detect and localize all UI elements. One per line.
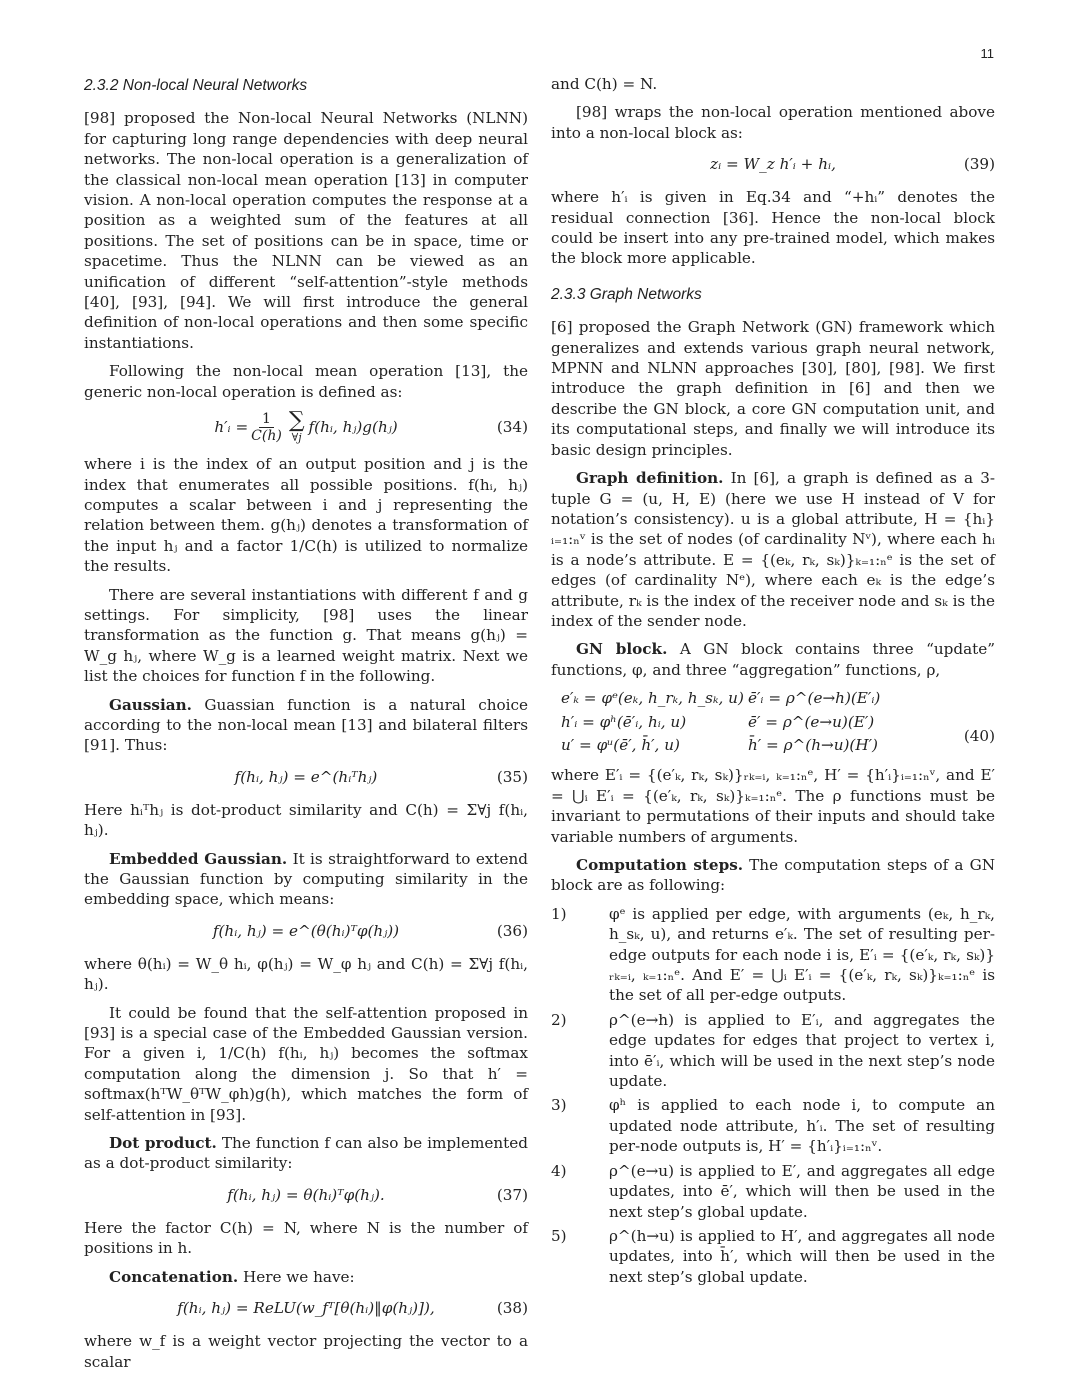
equation-number: (37) [496, 1185, 528, 1204]
equation-number: (38) [496, 1298, 528, 1317]
paragraph-computation-steps [551, 855, 995, 896]
fraction [251, 411, 282, 444]
equation-line: ē′ᵢ = ρ^(e→h)(E′ᵢ) [748, 689, 881, 708]
equation-body: f(hᵢ, hⱼ) = ReLU(w_fᵀ[θ(hᵢ)‖φ(hⱼ)]), [177, 1298, 435, 1317]
paragraph: where i is the index of an output position and j is the index that enumerates all possible positions. f(hᵢ, hⱼ) computes a scalar between i and j representing the relation between them. g(hⱼ) denotes a transformation of the input hⱼ and a factor 1/C(h) is utilized to normalize the results. [84, 455, 528, 576]
paragraph-text: A GN block contains three “update” functions, φ, and three “aggregation” functions, ρ, [551, 640, 995, 679]
fraction-numerator: 1 [259, 411, 274, 428]
list-item-text: ρ^(h→u) is applied to H′, and aggregates all node updates, into h̄′, which will then be used in the next step’s global update. [609, 1226, 995, 1286]
paragraph-title: Computation steps. [576, 856, 744, 874]
equation-line: h̄′ = ρ^(h→u)(H′) [748, 735, 878, 754]
equation-line: h′ᵢ = φʰ(ē′ᵢ, hᵢ, u) [561, 712, 687, 731]
paragraph: Here the factor C(h) = N, where N is the number of positions in h. [84, 1218, 528, 1258]
paragraph: Here hᵢᵀhⱼ is dot-product similarity and C(h) = Σ∀j f(hᵢ, hⱼ). [84, 800, 528, 840]
list-item-number: 3) [551, 1096, 567, 1115]
paragraph: and C(h) = N. [551, 75, 658, 93]
paragraph-title: Concatenation. [109, 1267, 239, 1286]
section-heading-2-3-3: 2.3.3 Graph Networks [551, 285, 702, 303]
equation-number: (39) [963, 155, 995, 174]
paragraph-gaussian [84, 695, 528, 756]
paragraph: It could be found that the self-attention proposed in [93] is a special case of the Embedded Gaussian version. For a given i, 1/C(h) f(hᵢ, hⱼ) becomes the softmax computation along the dimension j. So that h′ = softmax(hᵀW_θᵀW_φh)g(h), which matches the form of self-attention in [93]. [84, 1003, 528, 1124]
list-item-number: 4) [551, 1161, 567, 1180]
paragraph-graph-definition [551, 468, 995, 631]
paragraph: [98] proposed the Non-local Neural Networks (NLNN) for capturing long range dependencies with deep neural networks. The non-local operation is a generalization of the classical non-local mean operation [13] in computer vision. A non-local operation computes the response at a position as a weighted sum of the features at all positions. The set of positions can be in space, time or spacetime. Thus the NLNN can be viewed as an unification of different “self-attention”-style methods [40], [93], [94]. We will first introduce the general definition of non-local operations and then some specific instantiations. [84, 109, 528, 352]
equation-number: (36) [496, 921, 528, 940]
list-item [551, 1226, 995, 1287]
list-item-text: φᵉ is applied per edge, with arguments (eₖ, h_rₖ, h_sₖ, u), and returns e′ₖ. The set of resulting per-edge outputs for each node i is, E′ᵢ = {(e′ₖ, rₖ, sₖ)}ᵣₖ₌ᵢ, ₖ₌₁:ₙᵉ. And E′ = ⋃ᵢ E′ᵢ = {(e′ₖ, rₖ, sₖ)}ₖ₌₁:ₙᵉ is the set of all per-edge outputs. [609, 904, 995, 1005]
paragraph-title: Gaussian. [109, 695, 192, 714]
equation-34 [84, 410, 528, 444]
list-item [551, 1010, 995, 1092]
list-item-number: 5) [551, 1226, 567, 1245]
equation-body: f(hᵢ, hⱼ) = θ(hᵢ)ᵀφ(hⱼ). [227, 1185, 385, 1204]
paragraph-title: Embedded Gaussian. [109, 849, 288, 868]
paragraph-title: Dot product. [109, 1134, 217, 1153]
paragraph: [6] proposed the Graph Network (GN) framework which generalizes and extends various graph neural network, MPNN and NLNN approaches [30], [80], [98]. We first introduce the graph definition in [6] and then we describe the GN block, a core GN computation unit, and its computational steps, and finally we will introduce its basic design principles. [551, 318, 995, 459]
paragraph-concatenation [84, 1267, 528, 1287]
sigma-icon: ∑ [288, 408, 305, 434]
paragraph: There are several instantiations with different f and g settings. For simplicity, [98] uses the linear transformation as the function g. That means g(hⱼ) = W_g hⱼ, where W_g is a learned weight matrix. Next we list the choices for function f in the following. [84, 585, 528, 686]
list-item-text: ρ^(e→u) is applied to E′, and aggregates all edge updates, into ē′, which will then be used in the next step’s global update. [609, 1161, 995, 1221]
equation-line: ē′ = ρ^(e→u)(E′) [748, 712, 875, 731]
paragraph: Following the non-local mean operation [13], the generic non-local operation is defined as: [84, 362, 528, 401]
list-item-number: 1) [551, 904, 567, 923]
equation-body: f(hᵢ, hⱼ) = e^(hᵢᵀhⱼ) [234, 767, 378, 786]
summation-subscript: ∀j [291, 431, 302, 445]
equation-body: zᵢ = W_z h′ᵢ + hᵢ, [710, 155, 836, 174]
paragraph-text: The computation steps of a GN block are as following: [551, 856, 995, 895]
paragraph-text: It is straightforward to extend the Gaussian function by computing similarity in the embedding space, which means: [84, 849, 528, 909]
equation-40 [551, 688, 995, 755]
page-number: 11 [980, 46, 994, 61]
equation-number: (34) [496, 417, 528, 436]
fraction-denominator: C(h) [251, 427, 282, 444]
list-item [551, 904, 995, 1006]
paragraph: [98] wraps the non-local operation mentioned above into a non-local block as: [551, 103, 995, 142]
equation-38 [84, 1295, 528, 1321]
equation-35 [84, 764, 528, 790]
paragraph: where θ(hᵢ) = W_θ hᵢ, φ(hⱼ) = W_φ hⱼ and C(h) = Σ∀j f(hᵢ, hⱼ). [84, 954, 528, 994]
left-column [84, 74, 528, 1380]
list-item-text: ρ^(e→h) is applied to E′ᵢ, and aggregates the edge updates for edges that project to vertex i, into ē′ᵢ, which will be used in the next step’s node update. [609, 1010, 995, 1091]
equation-lhs: h′ᵢ = [214, 417, 249, 436]
paragraph-dot-product [84, 1133, 528, 1174]
paragraph-text: Guassian function is a natural choice according to the non-local mean [13] and bilateral filters [91]. Thus: [84, 695, 528, 755]
equation-number: (40) [963, 727, 995, 746]
paragraph-text: In [6], a graph is defined as a 3-tuple G = (u, H, E) (here we use H instead of V for notation’s consistency). u is a global attribute, H = {hᵢ}ᵢ₌₁:ₙᵛ is the set of nodes (of cardinality Nᵛ), where each hᵢ is a node’s attribute. E = {(eₖ, rₖ, sₖ)}ₖ₌₁:ₙᵉ is the set of edges (of cardinality Nᵉ), where each eₖ is the edge’s attribute, rₖ is the index of the receiver node and sₖ is the index of the sender node. [551, 469, 995, 630]
paragraph-text: The function f can also be implemented as a dot-product similarity: [84, 1134, 528, 1173]
equation-body: f(hᵢ, hⱼ) = e^(θ(hᵢ)ᵀφ(hⱼ)) [212, 921, 400, 940]
equation-39 [551, 151, 995, 177]
computation-steps-list [551, 904, 995, 1287]
equation-40-grid [561, 688, 935, 755]
equation-36 [84, 918, 528, 944]
equation-line: u′ = φᵘ(ē′, h̄′, u) [561, 735, 680, 754]
right-column [551, 74, 995, 1291]
paragraph-embedded-gaussian [84, 849, 528, 910]
paragraph-text: Here we have: [238, 1267, 355, 1286]
list-item-number: 2) [551, 1010, 567, 1029]
equation-line: e′ₖ = φᵉ(eₖ, h_rₖ, h_sₖ, u) [561, 689, 744, 708]
list-item [551, 1161, 995, 1222]
equation-number: (35) [496, 767, 528, 786]
summation [289, 410, 305, 444]
paragraph: where w_f is a weight vector projecting the vector to a scalar [84, 1332, 528, 1371]
list-item [551, 1095, 995, 1156]
section-heading-2-3-2: 2.3.2 Non-local Neural Networks [84, 77, 308, 94]
equation-rhs: f(hᵢ, hⱼ)g(hⱼ) [308, 417, 398, 436]
paragraph-gn-block [551, 639, 995, 680]
paragraph-title: GN block. [576, 640, 668, 659]
list-item-text: φʰ is applied to each node i, to compute an updated node attribute, h′ᵢ. The set of resulting per-node outputs is, H′ = {h′ᵢ}ᵢ₌₁:ₙᵛ. [609, 1096, 995, 1156]
equation-37 [84, 1182, 528, 1208]
paragraph: where h′ᵢ is given in Eq.34 and “+hᵢ” denotes the residual connection [36]. Hence the non-local block could be insert into any pre-trained model, which makes the block more applicable. [551, 188, 995, 268]
paragraph: where E′ᵢ = {(e′ₖ, rₖ, sₖ)}ᵣₖ₌ᵢ, ₖ₌₁:ₙᵉ, H′ = {h′ᵢ}ᵢ₌₁:ₙᵛ, and E′ = ⋃ᵢ E′ᵢ = {(e′ₖ, rₖ, sₖ)}ₖ₌₁:ₙᵉ. The ρ functions must be invariant to permutations of their inputs and should take variable numbers of arguments. [551, 766, 995, 846]
paragraph-title: Graph definition. [576, 469, 724, 488]
